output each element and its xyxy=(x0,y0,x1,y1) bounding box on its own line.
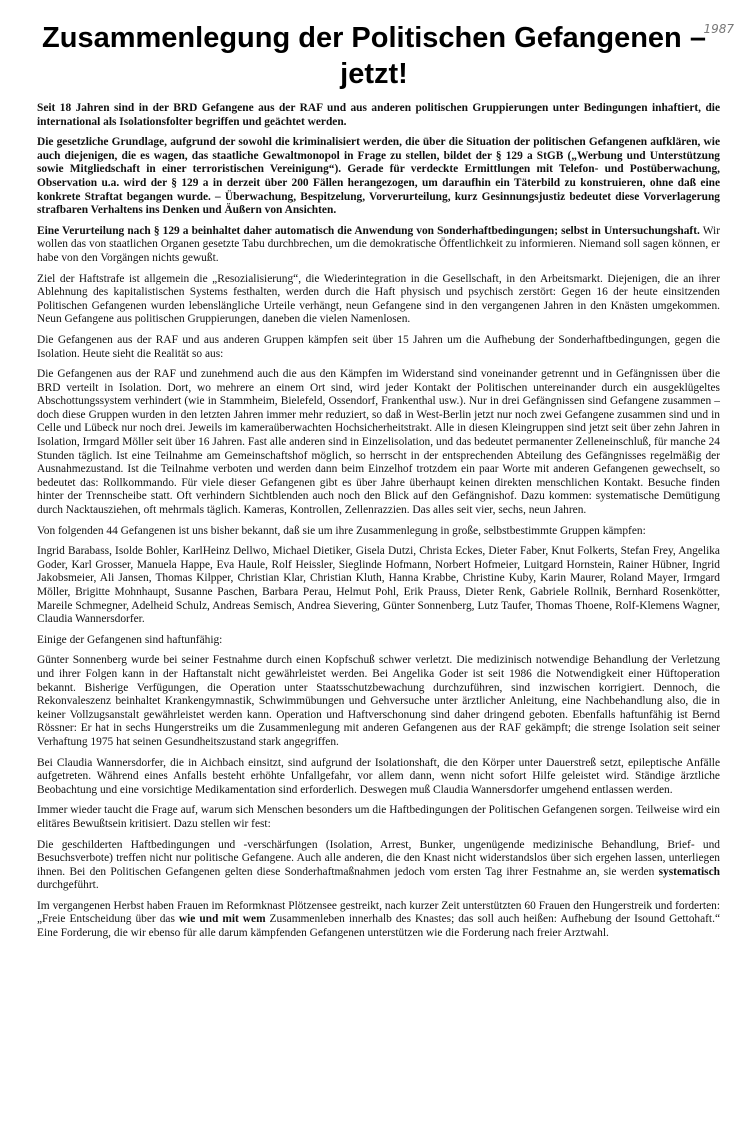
paragraph-taboo xyxy=(37,225,720,266)
paragraph-struggle: Die Gefangenen aus der RAF und aus anderen Gruppen kämpfen seit über 15 Jahren um die Aufhebung der Sonderhaftbedingungen, gegen die Isolation. Heute sieht die Realität so aus: xyxy=(37,333,720,360)
paragraph-ploetzensee xyxy=(37,900,720,941)
prisoner-name-list: Ingrid Barabass, Isolde Bohler, KarlHeinz Dellwo, Michael Dietiker, Gisela Dutzi, Christa Eckes, Dieter Faber, Knut Folkerts, Stefan Frey, Angelika Goder, Karl Grosser, Manuela Happe, Eva Haule, Rolf Heissler, Sieglinde Hofmann, Norbert Hofmeier, Luitgard Hornstein, Rainer Hübner, Ingrid Jakobsmeier, Ali Jansen, Thomas Kilpper, Christian Klar, Christian Kluth, Hanna Krabbe, Christine Kuby, Karin Maurer, Roland Mayer, Irmgard Möller, Brigitte Mohnhaupt, Susanne Paschen, Barbara Perau, Helmut Pohl, Erik Prauss, Dieter Renk, Gabriele Rollnik, Bernhard Rosenkötter, Mareile Schmegner, Adelheid Schulz, Andreas Semisch, Andrea Sievering, Günter Sonnenberg, Lutz Taufer, Thomas Thoene, Rolf-Klemens Wagner, Claudia Wannersdorfer. xyxy=(37,545,720,626)
paragraph-question: Immer wieder taucht die Frage auf, warum sich Menschen besonders um die Haftbedingungen der Politischen Gefangenen sorgen. Teilweise wird ein elitäres Bewußtsein kritisiert. Dazu stellen wir fest: xyxy=(37,804,720,830)
paragraph-list-intro: Von folgenden 44 Gefangenen ist uns bisher bekannt, daß sie um ihre Zusammenlegung in große, selbstbestimmte Gruppen kämpfen: xyxy=(37,524,646,537)
title-line-1: Zusammenlegung der Politischen Gefangenen – xyxy=(42,22,706,54)
paragraph-legal-basis: Die gesetzliche Grundlage, aufgrund der sowohl die kriminalisiert werden, die über die Situation der politischen Gefangenen aufklären, wie auch diejenigen, die es wagen, das staatliche Gewaltmonopol in Frage zu stellen, bildet der § 129 a StGB („Werbung und Unterstützung sowie Mitgliedschaft in einer terroristischen Vereinigung“). Gerade für verdeckte Ermittlungen mit Telefon- und Postüberwachung, Observation u.a. wird der § 129 a in derzeit über 200 Fällen herangezogen, um daraufhin ein Täterbild zu konstruieren, ohne daß eine konkrete Straftat begangen wurde. – Überwachung, Bespitzelung, Vorverurteilung, kurz Gesinnungsjustiz bedeutet diese Vorverlagerung strafbaren Verhaltens ins Denken und Äußern von Ansichten. xyxy=(37,136,720,217)
paragraph-ploetzensee-end: Zusammenleben innerhalb des Knastes; das soll auch heißen: Aufhebung der Isound Gettohaft.“ Eine Forderung, die wir ebenso für alle darum kämpfenden Gefangenen unterstützen wie die Forderung nach freier Arztwahl. xyxy=(37,913,721,940)
paragraph-conditions-text: Die geschilderten Haftbedingungen und -verschärfungen (Isolation, Arrest, Bunker, ungenügende medizinische Behandlung, Brief- und Besuchsverbote) treffen nicht nur politische Gefangene. Auch alle anderen, die den Knast nicht widerstandslos über sich ergehen lassen, unterliegen ihnen. Bei den Politischen Gefangenen gelten diese Sonderhaftmaßnahmen jedoch vom ersten Tag ihrer Festnahme an, sie werden xyxy=(37,838,720,878)
paragraph-ploetzensee-text: Im vergangenen Herbst haben Frauen im Reformknast Plötzensee gestreikt, nach kurzer Zeit unterstützten 60 Frauen den Hungerstreik und forderten: „Freie Entscheidung über das xyxy=(37,899,720,926)
paragraph-unfit-intro: Einige der Gefangenen sind haftunfähig: xyxy=(37,633,223,646)
paragraph-taboo-text: Wir wollen das von staatlichen Organen gesetzte Tabu durchbrechen, um die demokratische Öffentlichkeit zu informieren. Niemand soll sagen können, er habe von den Vorgängen nichts gewußt. xyxy=(37,224,720,264)
paragraph-intro: Seit 18 Jahren sind in der BRD Gefangene aus der RAF und aus anderen politischen Gruppierungen unter Bedingungen inhaftiert, die international als Isolationsfolter begriffen und geächtet werden. xyxy=(37,102,720,128)
paragraph-verdict-lead: Eine Verurteilung nach § 129 a beinhaltet daher automatisch die Anwendung von Sonderhaftbedingungen; selbst in Untersuchungshaft. xyxy=(37,224,700,237)
article-body xyxy=(37,102,720,941)
page-title xyxy=(30,20,718,92)
paragraph-unfit-cases: Günter Sonnenberg wurde bei seiner Festnahme durch einen Kopfschuß schwer verletzt. Die medizinisch notwendige Behandlung der Verletzung und ihrer Folgen kann in der Haftanstalt nicht gewährleistet werden. Bei Angelika Goder ist seit 1986 die Notwendigkeit einer Hüftoperation bekannt. Bisherige Verfügungen, die Operation unter Staatsschutzbewachung durchzuführen, sind inzwischen korrigiert. Dennoch, die Rekonvaleszenz beinhaltet Krankengymnastik, Schwimmübungen und Gehversuche unter ärztlicher Anleitung, eine Nachbehandlung also, die in keiner Vollzugsanstalt gewährleistet werden kann. Operation und Haftverschonung sind daher dringend geboten. Ebenfalls haftunfähig ist Bernd Rössner: Er hat in sechs Hungerstreiks um die Zusammenlegung mit anderen Gefangenen aus der RAF gekämpft; die strenge Isolation seit seiner Verhaftung 1975 hat seinen Gesundheitszustand stark angegriffen. xyxy=(37,654,720,748)
emphasis-systematisch: systematisch xyxy=(658,865,720,878)
paragraph-resocialization: Ziel der Haftstrafe ist allgemein die „Resozialisierung“, die Wiederintegration in die Gesellschaft, in den Arbeitsmarkt. Diejenigen, die an ihrer Ablehnung des kapitalistischen Systems festhalten, werden durch die Haft physisch und psychisch zerstört: Gegen 16 der heute einsitzenden Politischen Gefangenen wurden lebenslängliche Urteile verhängt, neun Gefangene sind in den vergangenen Jahren in den Knästen umgekommen. Neun Gefangene aus politischen Gruppierungen, daneben die vielen Namenlosen. xyxy=(37,272,720,326)
margin-annotation: 1987 xyxy=(703,22,734,36)
paragraph-conditions xyxy=(37,839,720,893)
paragraph-conditions-end: durchgeführt. xyxy=(37,879,99,892)
title-line-2: jetzt! xyxy=(340,58,408,90)
paragraph-reality: Die Gefangenen aus der RAF und zunehmend auch die aus den Kämpfen im Widerstand sind voneinander getrennt und in Gefängnissen über die BRD verteilt in Isolation. Dort, wo mehrere an einem Ort sind, wird jeder Kontakt der Politischen untereinander durch ein ausgeklügeltes Abschottungssystem verhindert (wie in Stammheim, Bielefeld, Ossendorf, Frankenthal usw.). Nur in drei Gefängnissen sind Gefangene zusammen – doch diese Gruppen wurden in den letzten Jahren immer mehr reduziert, so daß in West-Berlin jetzt nur noch zwei Gefangene zusammen sind und in Celle und Lübeck nur noch drei. Jeweils im kameraüberwachten Hochsicherheitstrakt. Alle in diesen Kleingruppen sind jetzt seit über zehn Jahren in Isolation, Irmgard Möller seit über 16 Jahren. Fast alle anderen sind in Einzelisolation, und das bedeutet permanenter Zelleneinschluß, für manche 24 Stunden täglich. Ist eine Teilnahme am Gemeinschaftshof möglich, so herrscht in der entsprechenden Abteilung des Gefängnisses regelmäßig der Ausnahmezustand. Ist die Teilnahme verboten und werden dann beim Einzelhof trotzdem ein paar Worte mit anderen Gefangenen gewechselt, so bedeutet das: Rollkommando. Für viele dieser Gefangenen gibt es über Jahre überhaupt keinen direkten menschlichen Kontakt. Besuche finden hinter der Trennscheibe statt. Oft verhindern Sichtblenden auch noch den Blick auf den Gefängnishof. Dazu kommen: systematische Demütigung durch Nacktausziehen, oft mehrmals täglich. Kameras, Kontrollen, Zellenrazzien. Das alles seit vier, sechs, neun Jahren. xyxy=(37,368,720,517)
emphasis-wie-und-mit-wem: wie und mit wem xyxy=(178,913,266,926)
paragraph-wannersdorfer: Bei Claudia Wannersdorfer, die in Aichbach einsitzt, sind aufgrund der Isolationshaft, die den Körper unter Dauerstreß setzt, epileptische Anfälle aufgetreten. Während eines Anfalls besteht erhöhte Unfallgefahr, vor allem dann, wenn nicht sofort Hilfe geleistet wird. Ständige ärztliche Beobachtung und eine vorsichtige Medikamentation sind erforderlich. Deswegen muß Claudia Wannersdorfer umgehend entlassen werden. xyxy=(37,756,720,796)
